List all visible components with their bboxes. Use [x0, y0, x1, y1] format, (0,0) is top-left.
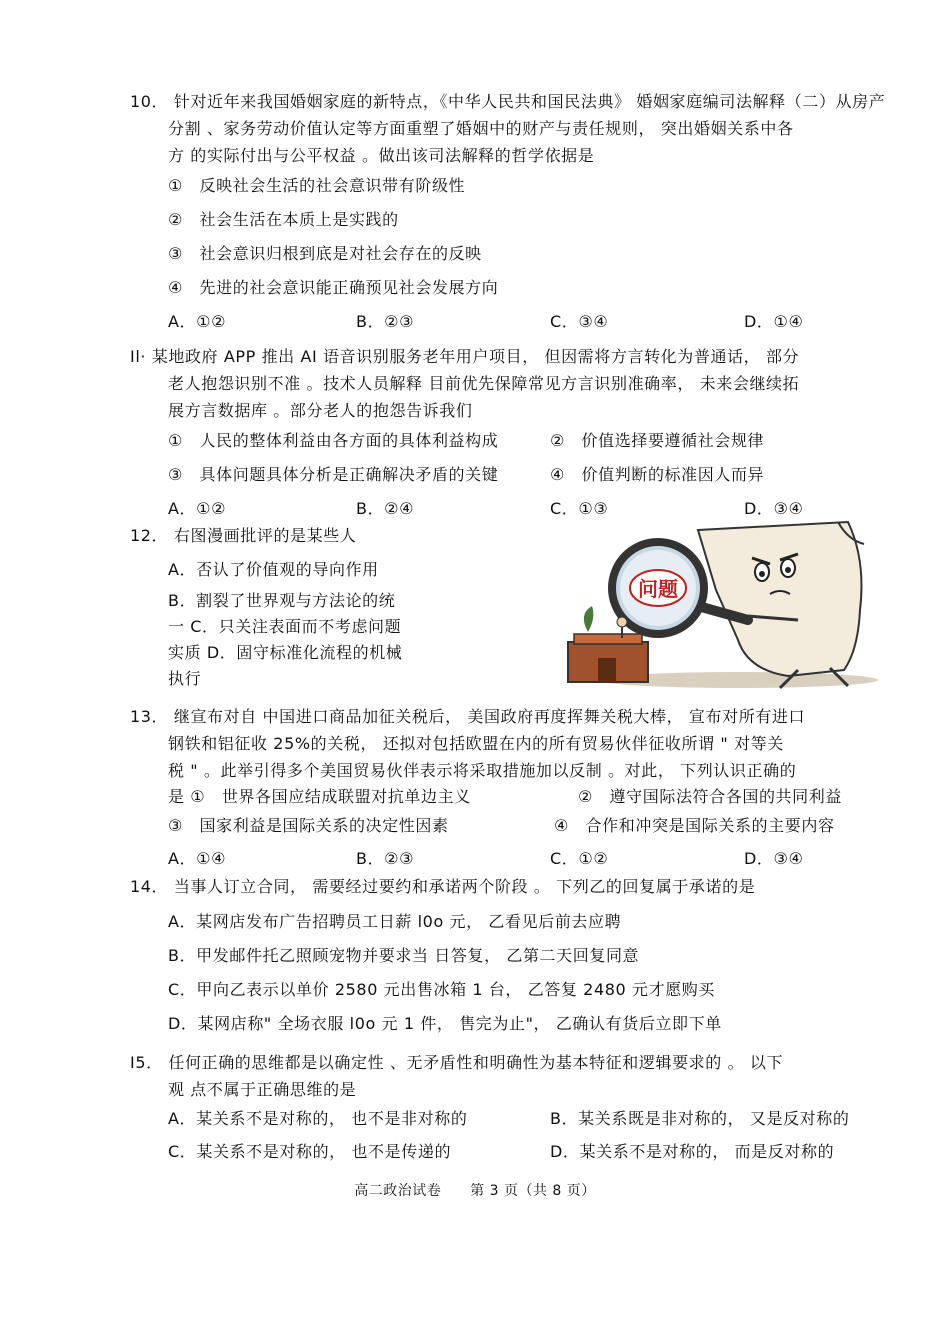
choice-a: A．否认了价值观的导向作用 — [168, 560, 379, 579]
statement-4: ④ 合作和冲突是国际关系的主要内容 — [554, 816, 835, 835]
tiny-person-head — [617, 617, 627, 627]
statement-row — [130, 458, 890, 492]
choice-a: A．①④ — [168, 849, 227, 868]
choice-row — [130, 1135, 890, 1169]
statement-1: ① 人民的整体利益由各方面的具体利益构成 — [168, 431, 499, 450]
question-number: 10． — [130, 92, 169, 111]
statement-2: ② 社会生活在本质上是实践的 — [168, 210, 399, 229]
question-stem-line: 税 " 。此举引得多个美国贸易伙伴表示将采取措施加以反制 。对此， 下列认识正确的 — [168, 761, 797, 780]
statement-3: ③ 社会意识归根到底是对社会存在的反映 — [168, 244, 482, 263]
question-stem-line: 任何正确的思维都是以确定性 、无矛盾性和明确性为基本特征和逻辑要求的 。 以下 — [168, 1053, 784, 1072]
question-stem-line: 某地政府 APP 推出 AI 语音识别服务老年用户项目， 但因需将方言转化为普通话， 部分 — [151, 347, 800, 366]
question-stem-line: 继宣布对自 中国进口商品加征关税后， 美国政府再度挥舞关税大棒， 宣布对所有进口 — [173, 707, 806, 726]
choice-d-line-end: 执行 — [168, 669, 202, 688]
question-number: Il· — [130, 347, 147, 366]
question-stem-line: 钢铁和铝征收 25%的关税， 还拟对包括欧盟在内的所有贸易伙伴征收所谓 " 对等关 — [168, 734, 784, 753]
answer-choices — [130, 305, 890, 339]
statement-4: ④ 先进的社会意识能正确预见社会发展方向 — [168, 278, 499, 297]
footer-exam-title: 高二政治试卷 — [354, 1183, 442, 1199]
question-number: 14． — [130, 877, 169, 896]
question-11 — [130, 343, 890, 526]
choice-row — [130, 1103, 890, 1135]
choice-c: C．③④ — [550, 312, 609, 331]
statement-1: ① 反映社会生活的社会意识带有阶级性 — [168, 176, 466, 195]
choice-c: C．某关系不是对称的， 也不是传递的 — [168, 1142, 452, 1161]
answer-choices — [130, 842, 890, 876]
building-roof — [574, 634, 642, 644]
choice-a: A．某关系不是对称的， 也不是非对称的 — [168, 1109, 468, 1128]
choice-d: D．某关系不是对称的， 而是反对称的 — [550, 1142, 835, 1161]
question-15 — [130, 1049, 890, 1169]
choice-d: D．①④ — [744, 312, 804, 331]
choice-b-line: B．割裂了世界观与方法论的统 — [168, 591, 396, 610]
choice-b: B．②③ — [356, 849, 415, 868]
page-footer — [0, 1180, 950, 1200]
choice-c: C．甲向乙表示以单价 2580 元出售冰箱 1 台， 乙答复 2480 元才愿购买 — [168, 980, 715, 999]
statement-2: ② 遵守国际法符合各国的共同利益 — [578, 787, 842, 806]
choice-d: D．③④ — [744, 499, 804, 518]
choice-c-line: 一 C．只关注表面而不考虑问题 — [168, 617, 402, 636]
question-stem-line: 针对近年来我国婚姻家庭的新特点，《中华人民共和国民法典》 婚姻家庭编司法解释（二）从房产 — [173, 92, 886, 111]
choice-a: A．某网店发布广告招聘员工日薪 l0o 元， 乙看见后前去应聘 — [168, 912, 622, 931]
statement-1: 是 ① 世界各国应结成联盟对抗单边主义 — [168, 787, 471, 806]
question-12 — [130, 522, 550, 692]
choice-d: D．③④ — [744, 849, 804, 868]
choice-c: C．①③ — [550, 499, 609, 518]
question-stem-line: 观 点不属于正确思维的是 — [168, 1080, 357, 1099]
statement-2: ② 价值选择要遵循社会规律 — [550, 431, 765, 450]
choice-d-line: 实质 D．固守标准化流程的机械 — [168, 643, 403, 662]
question-stem: 右图漫画批评的是某些人 — [173, 526, 357, 545]
choice-b: B．甲发邮件托乙照顾宠物并要求当 日答复， 乙第二天回复同意 — [168, 946, 640, 965]
choice-c: C．①② — [550, 849, 609, 868]
question-14 — [130, 873, 890, 1041]
choice-a: A．①② — [168, 312, 227, 331]
question-10 — [130, 88, 890, 339]
question-13 — [130, 703, 890, 876]
choice-b: B．②④ — [356, 499, 415, 518]
left-pupil — [759, 571, 765, 577]
choice-b: B．②③ — [356, 312, 415, 331]
plant — [584, 606, 594, 632]
question-number: 12． — [130, 526, 169, 545]
question-stem-line: 老人抱怨识别不准 。技术人员解释 目前优先保障常见方言识别准确率， 未来会继续拓 — [168, 374, 800, 393]
building-door — [598, 658, 616, 682]
question-number: I5． — [130, 1053, 163, 1072]
question-stem-line: 展方言数据库 。部分老人的抱怨告诉我们 — [168, 401, 473, 420]
footer-page-number: 第 3 页（共 8 页） — [470, 1183, 596, 1199]
question-stem: 当事人订立合同， 需要经过要约和承诺两个阶段 。 下列乙的回复属于承诺的是 — [173, 877, 756, 896]
statement-row — [130, 810, 890, 842]
choice-b: B．某关系既是非对称的， 又是反对称的 — [550, 1109, 850, 1128]
question-stem-line: 分割 、家务劳动价值认定等方面重塑了婚姻中的财产与责任规则， 突出婚姻关系中各 — [168, 119, 794, 138]
statement-3: ③ 国家利益是国际关系的决定性因素 — [168, 816, 449, 835]
cartoon-label: 问题 — [638, 577, 678, 601]
paper-character-body — [698, 522, 862, 676]
statement-4: ④ 价值判断的标准因人而异 — [550, 465, 765, 484]
right-pupil — [785, 567, 791, 573]
choice-a: A．①② — [168, 499, 227, 518]
cartoon-illustration — [548, 520, 884, 690]
statement-3: ③ 具体问题具体分析是正确解决矛盾的关键 — [168, 465, 499, 484]
statement-row — [130, 784, 890, 810]
statement-row — [130, 424, 890, 458]
question-stem-line: 方 的实际付出与公平权益 。做出该司法解释的哲学依据是 — [168, 146, 595, 165]
choice-d: D．某网店称" 全场衣服 l0o 元 1 件， 售完为止"， 乙确认有货后立即下单 — [168, 1014, 722, 1033]
question-number: 13． — [130, 707, 169, 726]
